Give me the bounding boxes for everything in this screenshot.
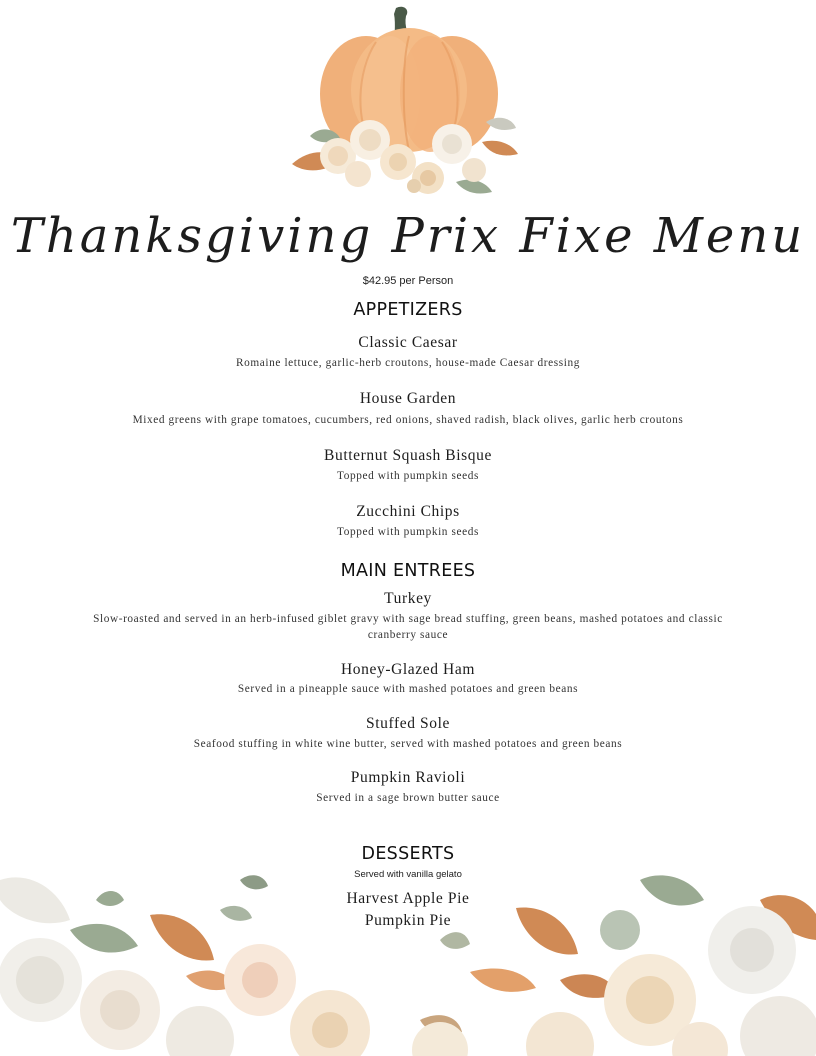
entrees-heading: MAIN ENTREES xyxy=(340,561,476,581)
menu-item-description: Romaine lettuce, garlic-herb croutons, house-made Caesar dressing xyxy=(236,357,580,369)
menu-item-name: Pumpkin Pie xyxy=(364,912,452,929)
menu-item-description: Served in a sage brown butter sauce xyxy=(316,792,500,804)
menu-item-name: Pumpkin Ravioli xyxy=(350,769,466,786)
menu-item-name: Honey-Glazed Ham xyxy=(341,661,475,678)
desserts-note: Served with vanilla gelato xyxy=(354,869,462,880)
menu-item-description: Topped with pumpkin seeds xyxy=(337,470,479,482)
menu-price: $42.95 per Person xyxy=(362,275,454,287)
menu-item-description: Mixed greens with grape tomatoes, cucumbers, red onions, shaved radish, black olives, garlic herb croutons xyxy=(132,414,684,426)
menu-item-description: Served in a pineapple sauce with mashed potatoes and green beans xyxy=(237,683,579,695)
appetizers-heading: APPETIZERS xyxy=(353,300,463,320)
menu-item-name: Harvest Apple Pie xyxy=(346,890,470,907)
menu-item-name: House Garden xyxy=(359,390,457,407)
menu-item-name: Stuffed Sole xyxy=(366,715,450,732)
menu-item-description: Slow-roasted and served in an herb-infused giblet gravy with sage bread stuffing, green beans, mashed potatoes and classic cranberry sauce xyxy=(93,613,723,641)
menu-item-description: Topped with pumpkin seeds xyxy=(337,526,479,538)
pumpkin-illustration xyxy=(286,2,532,212)
menu-item-name: Butternut Squash Bisque xyxy=(324,447,492,464)
menu-item-name: Turkey xyxy=(384,590,432,607)
desserts-heading: DESSERTS xyxy=(361,844,455,864)
menu-item-name: Classic Caesar xyxy=(358,334,458,351)
menu-item-name: Zucchini Chips xyxy=(356,503,460,520)
menu-item-description: Seafood stuffing in white wine butter, served with mashed potatoes and green beans xyxy=(193,738,623,750)
menu-title: Thanksgiving Prix Fixe Menu xyxy=(10,208,806,264)
